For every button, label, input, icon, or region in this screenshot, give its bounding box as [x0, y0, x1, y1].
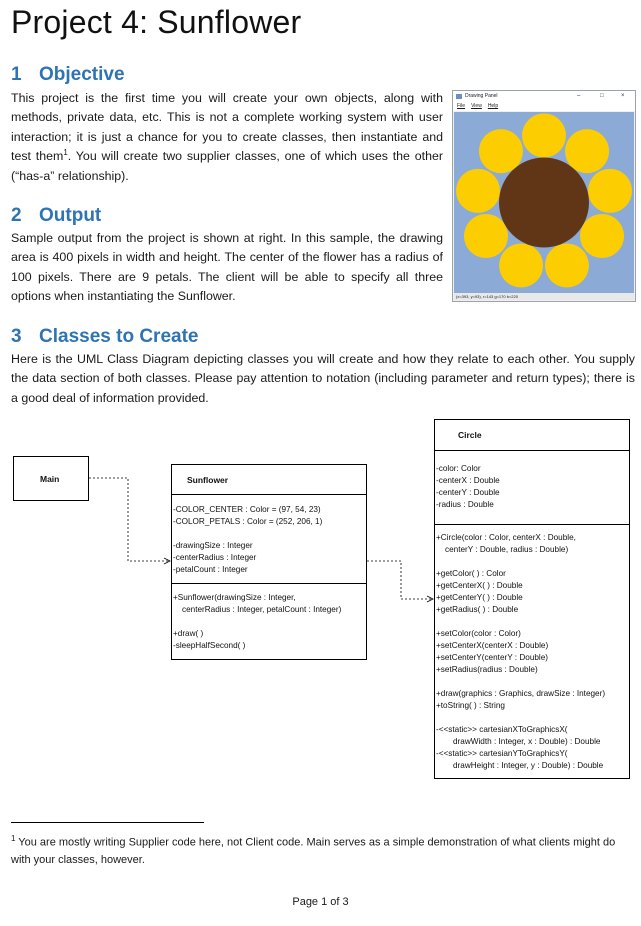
class-name: Sunflower [187, 475, 229, 485]
section-title: Output [39, 205, 102, 226]
class-name: Main [40, 474, 60, 484]
menu-help[interactable]: Help [487, 103, 499, 109]
objective-text-b: . You will create two supplier classes, one of which uses the other (“has-a” relationship). [11, 149, 443, 183]
footnote-text: You are mostly writing Supplier code here, not Client code. Main serves as a simple demonstration of what clients might do with your classes, however. [11, 836, 616, 866]
operation: +getCenterY( ) : Double [436, 593, 523, 602]
sunflower-uses-circle-arrow [367, 561, 431, 599]
operation: +setColor(color : Color) [436, 629, 521, 638]
minimize-icon[interactable]: – [577, 93, 581, 99]
section-number: 3 [11, 326, 22, 347]
footnote-separator [11, 822, 204, 823]
operation: centerY : Double, radius : Double) [445, 545, 569, 554]
objective-text-a: This project is the first time you will create your own objects, along with methods, private data, etc. This is not a complete working system with user interaction; it is just a chance for you to create classes, then instantiate and test them [11, 91, 443, 164]
maximize-icon[interactable]: □ [600, 93, 604, 99]
operation: +draw( ) [173, 629, 204, 638]
footnote-reference: 1 [63, 148, 68, 158]
attribute: -drawingSize : Integer [173, 541, 253, 550]
operation: +Sunflower(drawingSize : Integer, [173, 593, 296, 602]
operation: +getRadius( ) : Double [436, 605, 519, 614]
attribute: -radius : Double [436, 500, 494, 509]
operation: +getCenterX( ) : Double [436, 581, 523, 590]
footnote [11, 830, 635, 869]
operation: +getColor( ) : Color [436, 569, 506, 578]
menu-file[interactable]: File [457, 103, 466, 109]
attribute: -COLOR_PETALS : Color = (252, 206, 1) [173, 517, 323, 526]
operation: +toString( ) : String [436, 701, 505, 710]
operation: drawWidth : Integer, x : Double) : Double [453, 737, 601, 746]
window-title: Drawing Panel [465, 93, 498, 99]
page-number: Page 1 of 3 [292, 896, 349, 908]
section-title: Classes to Create [39, 326, 199, 347]
operation: +setCenterY(centerY : Double) [436, 653, 549, 662]
section-number: 2 [11, 205, 22, 226]
class-name: Circle [458, 430, 482, 440]
operation: +setRadius(radius : Double) [436, 665, 538, 674]
operation: +draw(graphics : Graphics, drawSize : Integer) [436, 689, 606, 698]
attribute: -COLOR_CENTER : Color = (97, 54, 23) [173, 505, 321, 514]
page-title: Project 4: Sunflower [11, 4, 302, 40]
section-number: 1 [11, 64, 22, 85]
operation: -<<static>> cartesianXToGraphicsX( [436, 725, 568, 734]
main-uses-sunflower-arrow [89, 478, 168, 561]
attribute: -centerRadius : Integer [173, 553, 257, 562]
attribute: -petalCount : Integer [173, 565, 248, 574]
close-icon[interactable]: × [621, 93, 625, 99]
output-paragraph: Sample output from the project is shown at right. In this sample, the drawing area is 400 pixels in width and height. The center of the flower has a radius of 100 pixels. There are 9 petals. The client will be able to specify all three options when instantiating the Sunflower. [11, 231, 443, 304]
status-bar: (x=393, y=93), r=143 g=170 b=220 [454, 293, 634, 300]
operation: -sleepHalfSecond( ) [173, 641, 246, 650]
classes-paragraph: Here is the UML Class Diagram depicting classes you will create and how they relate to each other. You supply the data section of both classes. Please pay attention to notation (including parameter and return types); there is a good deal of information provided. [11, 352, 635, 405]
operation: +setCenterX(centerX : Double) [436, 641, 549, 650]
operation: +Circle(color : Color, centerX : Double, [436, 533, 576, 542]
footnote-mark: 1 [11, 834, 16, 843]
attribute: -color: Color [436, 464, 481, 473]
section-title: Objective [39, 64, 125, 85]
menu-view[interactable]: View [471, 103, 482, 109]
operation: -<<static>> cartesianYToGraphicsY( [436, 749, 568, 758]
attribute: -centerY : Double [436, 488, 500, 497]
operation: centerRadius : Integer, petalCount : Integer) [182, 605, 342, 614]
attribute: -centerX : Double [436, 476, 500, 485]
operation: drawHeight : Integer, y : Double) : Double [453, 761, 604, 770]
